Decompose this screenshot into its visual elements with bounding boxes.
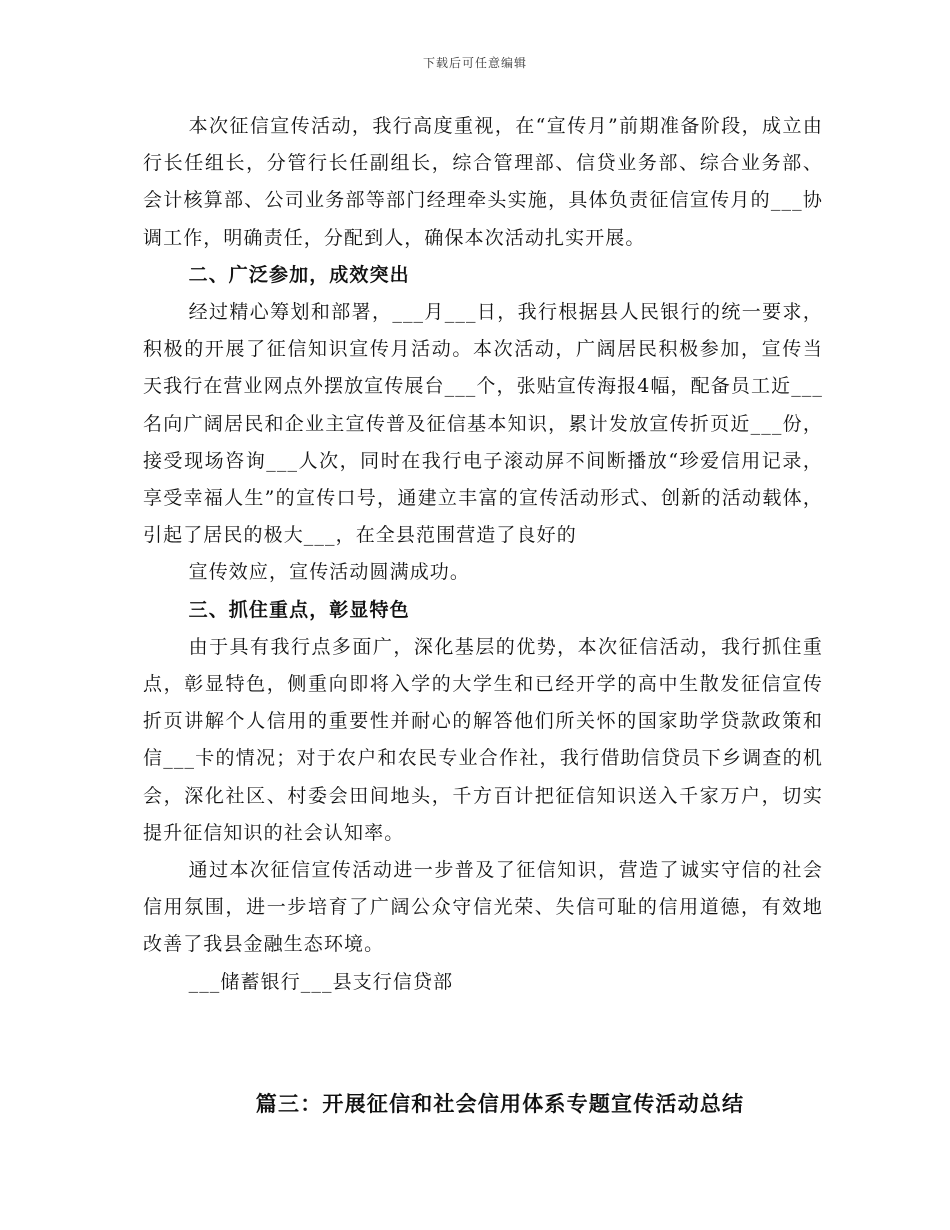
document-body: [143, 108, 823, 1001]
paragraph-organization: 本次征信宣传活动，我行高度重视，在“宣传月”前期准备阶段，成立由行长任组长，分管行长任副组长，综合管理部、信贷业务部、综合业务部、会计核算部、公司业务部等部门经理牵头实施，具体负责征信宣传月的___协调工作，明确责任，分配到人，确保本次活动扎实开展。: [143, 115, 823, 249]
section-heading-focus: 三、抓住重点，彰显特色: [188, 598, 410, 621]
paragraph-conclusion: 通过本次征信宣传活动进一步普及了征信知识，营造了诚实守信的社会信用氛围，进一步培育了广阔公众守信光荣、失信可耻的信用道德，有效地改善了我县金融生态环境。: [143, 859, 823, 956]
page-header-note: 下载后可任意编辑: [422, 56, 527, 70]
chapter-title: 篇三：开展征信和社会信用体系专题宣传活动总结: [255, 1091, 745, 1116]
section-heading-participation: 二、广泛参加，成效突出: [188, 263, 410, 286]
paragraph-activity-details: 经过精心筹划和部署，___月___日，我行根据县人民银行的统一要求，积极的开展了征信知识宣传月活动。本次活动，广阔居民积极参加，宣传当天我行在营业网点外摆放宣传展台___个，张贴宣传海报4幅，配备员工近___名向广阔居民和企业主宣传普及征信基本知识，累计发放宣传折页近___份，接受现场咨询___人次，同时在我行电子滚动屏不间断播放“珍爱信用记录，享受幸福人生”的宣传口号，通建立丰富的宣传活动形式、创新的活动载体，引起了居民的极大___，在全县范围营造了良好的: [143, 301, 823, 547]
signature-line: ___储蓄银行___县支行信贷部: [188, 970, 454, 993]
paragraph-focus-details: 由于具有我行点多面广，深化基层的优势，本次征信活动，我行抓住重点，彰显特色，侧重向即将入学的大学生和已经开学的高中生散发征信宣传折页讲解个人信用的重要性并耐心的解答他们所关怀的国家助学贷款政策和信___卡的情况；对于农户和农民专业合作社，我行借助信贷员下乡调查的机会，深化社区、村委会田间地头，千方百计把征信知识送入千家万户，切实提升征信知识的社会认知率。: [143, 635, 823, 844]
paragraph-activity-result: 宣传效应，宣传活动圆满成功。: [188, 561, 470, 584]
